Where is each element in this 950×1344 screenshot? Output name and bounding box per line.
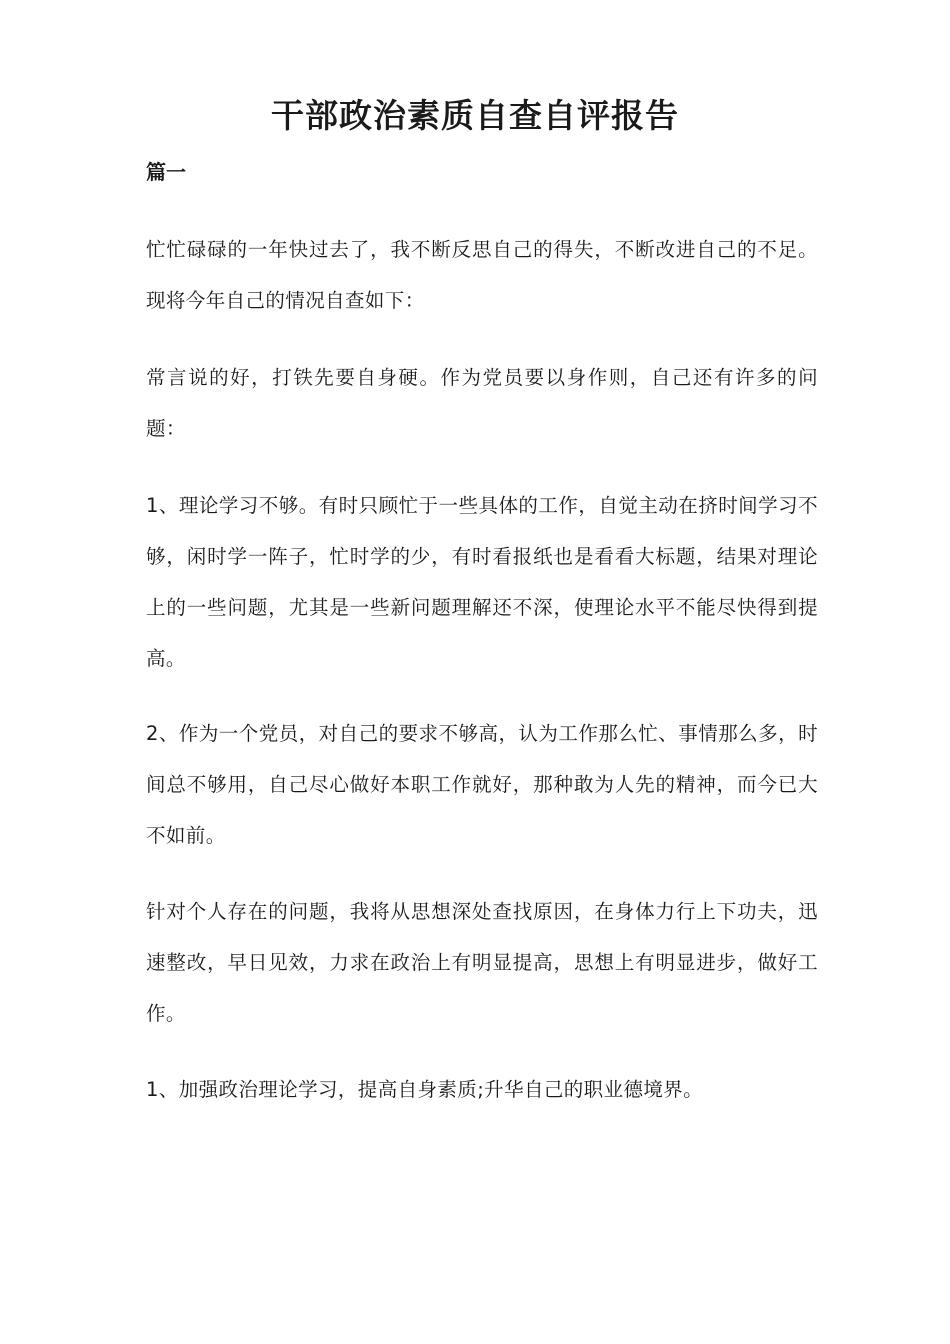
document-title: 干部政治素质自查自评报告 bbox=[271, 96, 679, 135]
paragraph-problem-2: 2、作为一个党员，对自己的要求不够高，认为工作那么忙、事情那么多，时间总不够用，自己尽心做好本职工作就好，那种敢为人先的精神，而今已大不如前。 bbox=[146, 722, 818, 847]
paragraph-problem-1: 1、理论学习不够。有时只顾忙于一些具体的工作，自觉主动在挤时间学习不够，闲时学一阵子，忙时学的少，有时看报纸也是看看大标题，结果对理论上的一些问题，尤其是一些新问题理解还不深，使理论水平不能尽快得到提高。 bbox=[146, 494, 818, 670]
paragraph-problems-lead: 常言说的好，打铁先要自身硬。作为党员要以身作则，自己还有许多的问题： bbox=[146, 366, 818, 440]
paragraph-remedy-1: 1、加强政治理论学习，提高自身素质;升华自己的职业德境界。 bbox=[146, 1078, 704, 1101]
paragraph-remedy-lead: 针对个人存在的问题，我将从思想深处查找原因，在身体力行上下功夫，迅速整改，早日见效，力求在政治上有明显提高，思想上有明显进步，做好工作。 bbox=[146, 900, 818, 1025]
section-heading: 篇一 bbox=[146, 160, 186, 184]
paragraph-intro: 忙忙碌碌的一年快过去了，我不断反思自己的得失，不断改进自己的不足。现将今年自己的情况自查如下： bbox=[146, 238, 818, 312]
